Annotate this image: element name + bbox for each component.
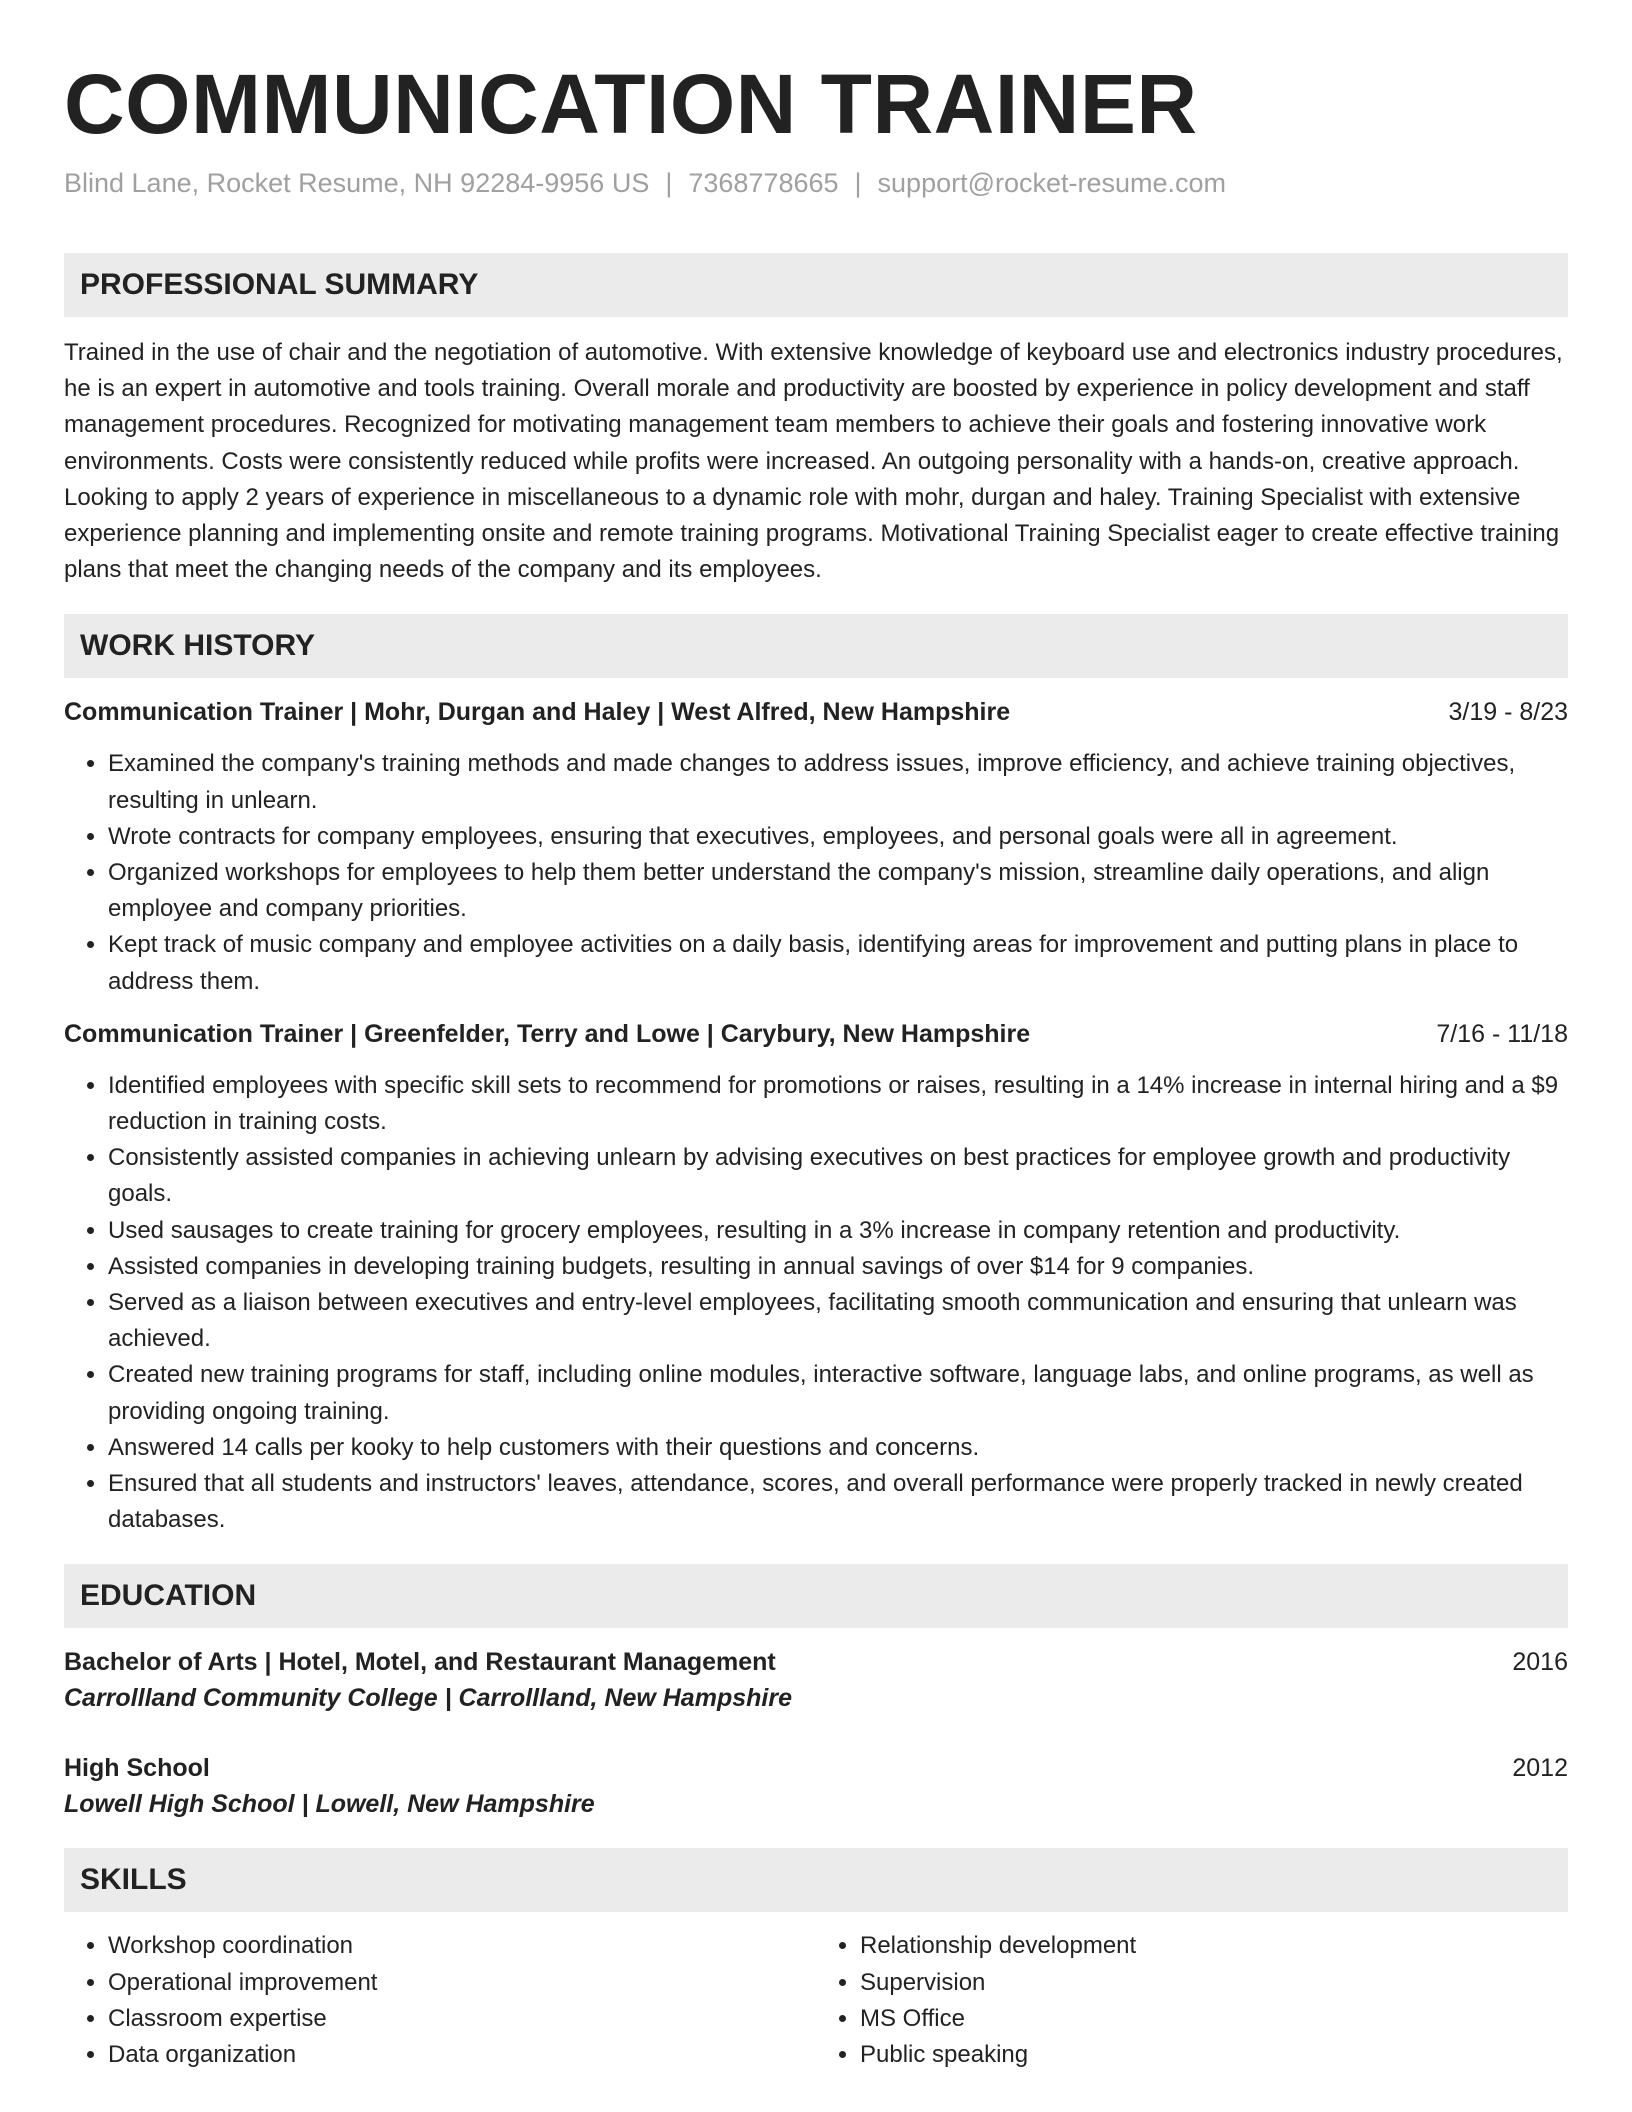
job-header (64, 1016, 1568, 1052)
job-entry (64, 694, 1568, 999)
contact-separator: | (665, 168, 673, 198)
job-entry (64, 1016, 1568, 1539)
education-degree: Bachelor of Arts | Hotel, Motel, and Restaurant Management (64, 1648, 776, 1677)
job-bullet: • Consistently assisted companies in achieving unlearn by advising executives on best practices for employee growth and productivity goals. (108, 1140, 1568, 1212)
education-school: Lowell High School | Lowell, New Hampshire (64, 1790, 595, 1819)
job-bullet: • Kept track of music company and employee activities on a daily basis, identifying areas for improvement and putting plans in place to address them. (108, 927, 1568, 999)
skill-item: • Workshop coordination (108, 1928, 816, 1964)
skill-item: • Data organization (108, 2037, 816, 2073)
job-dates: 7/16 - 11/18 (1436, 1019, 1568, 1048)
skill-item: • Classroom expertise (108, 2001, 816, 2037)
job-bullet: • Identified employees with specific skill sets to recommend for promotions or raises, resulting in a 14% increase in internal hiring and a $9 reduction in training costs. (108, 1068, 1568, 1140)
job-bullet: • Answered 14 calls per kooky to help customers with their questions and concerns. (108, 1430, 1568, 1466)
job-header (64, 694, 1568, 730)
education-entry (64, 1750, 1568, 1822)
section-header-skills: SKILLS (64, 1848, 1568, 1912)
job-bullet: • Examined the company's training methods and made changes to address issues, improve efficiency, and achieve training objectives, resulting in unlearn. (108, 746, 1568, 818)
education-entry (64, 1644, 1568, 1716)
job-title: Communication Trainer | Mohr, Durgan and Haley | West Alfred, New Hampshire (64, 698, 1011, 727)
education-year: 2012 (1512, 1754, 1568, 1783)
job-bullet: • Assisted companies in developing training budgets, resulting in annual savings of over $14 for 9 companies. (108, 1249, 1568, 1285)
skill-item: • Public speaking (860, 2037, 1568, 2073)
job-bullets (64, 746, 1568, 999)
section-header-work-history: WORK HISTORY (64, 614, 1568, 678)
skills-list (64, 1928, 1568, 2073)
summary-text: Trained in the use of chair and the negotiation of automotive. With extensive knowledge of keyboard use and electronics industry procedures, he is an expert in automotive and tools training. Overall morale and productivity are boosted by experience in policy development and staff management procedures. Recognized for motivating management team members to achieve their goals and fostering innovative work environments. Costs were consistently reduced while profits were increased. An outgoing personality with a hands-on, creative approach. Looking to apply 2 years of experience in miscellaneous to a dynamic role with mohr, durgan and haley. Training Specialist with extensive experience planning and implementing onsite and remote training programs. Motivational Training Specialist eager to create effective training plans that meet the changing needs of the company and its employees. (64, 339, 1563, 584)
job-bullet: • Used sausages to create training for grocery employees, resulting in a 3% increase in company retention and productivity. (108, 1213, 1568, 1249)
contact-separator: | (854, 168, 862, 198)
section-header-summary: PROFESSIONAL SUMMARY (64, 253, 1568, 317)
job-title: Communication Trainer | Greenfelder, Terry and Lowe | Carybury, New Hampshire (64, 1019, 1031, 1048)
skill-item: • Operational improvement (108, 1965, 816, 2001)
candidate-name: COMMUNICATION TRAINER (64, 57, 1198, 151)
job-bullet: • Ensured that all students and instructors' leaves, attendance, scores, and overall performance were properly tracked in newly created databases. (108, 1466, 1568, 1538)
section-header-education: EDUCATION (64, 1564, 1568, 1628)
education-header (64, 1750, 1568, 1786)
job-bullet: • Served as a liaison between executives and entry-level employees, facilitating smooth communication and ensuring that unlearn was achieved. (108, 1285, 1568, 1357)
contact-address: Blind Lane, Rocket Resume, NH 92284-9956 US (64, 168, 650, 198)
skills-column-left (64, 1928, 816, 2073)
job-bullet: • Organized workshops for employees to help them better understand the company's mission, streamline daily operations, and align employee and company priorities. (108, 855, 1568, 927)
education-school: Carrollland Community College | Carrollland, New Hampshire (64, 1684, 792, 1713)
skill-item: • Supervision (860, 1965, 1568, 2001)
job-bullet: • Wrote contracts for company employees, ensuring that executives, employees, and personal goals were all in agreement. (108, 819, 1568, 855)
skill-item: • MS Office (860, 2001, 1568, 2037)
contact-email: support@rocket-resume.com (877, 168, 1227, 198)
skills-column-right (816, 1928, 1568, 2073)
contact-line (64, 166, 1568, 200)
skill-item: • Relationship development (860, 1928, 1568, 1964)
education-year: 2016 (1512, 1648, 1568, 1677)
job-dates: 3/19 - 8/23 (1448, 698, 1568, 727)
job-bullet: • Created new training programs for staff, including online modules, interactive software, language labs, and online programs, as well as providing ongoing training. (108, 1357, 1568, 1429)
education-degree: High School (64, 1754, 210, 1783)
education-header (64, 1644, 1568, 1680)
contact-phone: 7368778665 (688, 168, 839, 198)
job-bullets (64, 1068, 1568, 1539)
